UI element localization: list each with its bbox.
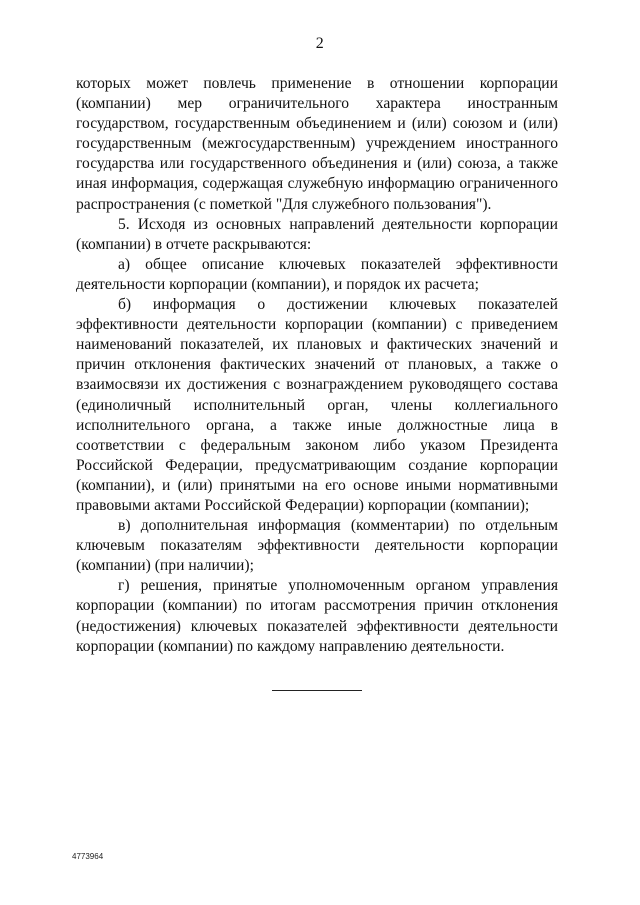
document-code: 4773964 bbox=[72, 852, 104, 861]
paragraph-item-a: а) общее описание ключевых показателей эффективности деятельности корпорации (компании), и порядок их расчета; bbox=[76, 255, 558, 293]
paragraph-item-v: в) дополнительная информация (комментарии) по отдельным ключевым показателям эффективности деятельности корпорации (компании) (при наличии); bbox=[76, 517, 558, 575]
page-number: 2 bbox=[315, 35, 325, 52]
paragraph-item-5: 5. Исходя из основных направлений деятельности корпорации (компании) в отчете раскрываются: bbox=[76, 215, 558, 253]
end-divider bbox=[272, 690, 362, 691]
paragraph-item-g: г) решения, принятые уполномоченным органом управления корпорации (компании) по итогам рассмотрения причин отклонения (недостижения) ключевых показателей эффективности деятельности корпорации (компании) по каждому направлению деятельности. bbox=[76, 577, 558, 655]
paragraph-continuation: которых может повлечь применение в отношении корпорации (компании) мер ограничительного характера иностранным государством, государственным объединением и (или) союзом и (или) государственным (межгосударственным) учреждением иностранного государства или государственного объединения и (или) союза, а также иная информация, содержащая служебную информацию ограниченного распространения (с пометкой "Для служебного пользования"). bbox=[76, 75, 558, 213]
document-body bbox=[76, 74, 558, 657]
paragraph-item-b: б) информация о достижении ключевых показателей эффективности деятельности корпорации (компании) с приведением наименований показателей, их плановых и фактических значений и причин отклонения фактических значений от плановых, а также о взаимосвязи их достижения с вознаграждением руководящего состава (единоличный исполнительный орган, члены коллегиального исполнительного органа, а также иные должностные лица в соответствии с федеральным законом либо указом Президента Российской Федерации, предусматривающим создание корпорации (компании), и (или) принятыми на его основе иными нормативными правовыми актами Российской Федерации) корпорации (компании); bbox=[76, 296, 558, 514]
